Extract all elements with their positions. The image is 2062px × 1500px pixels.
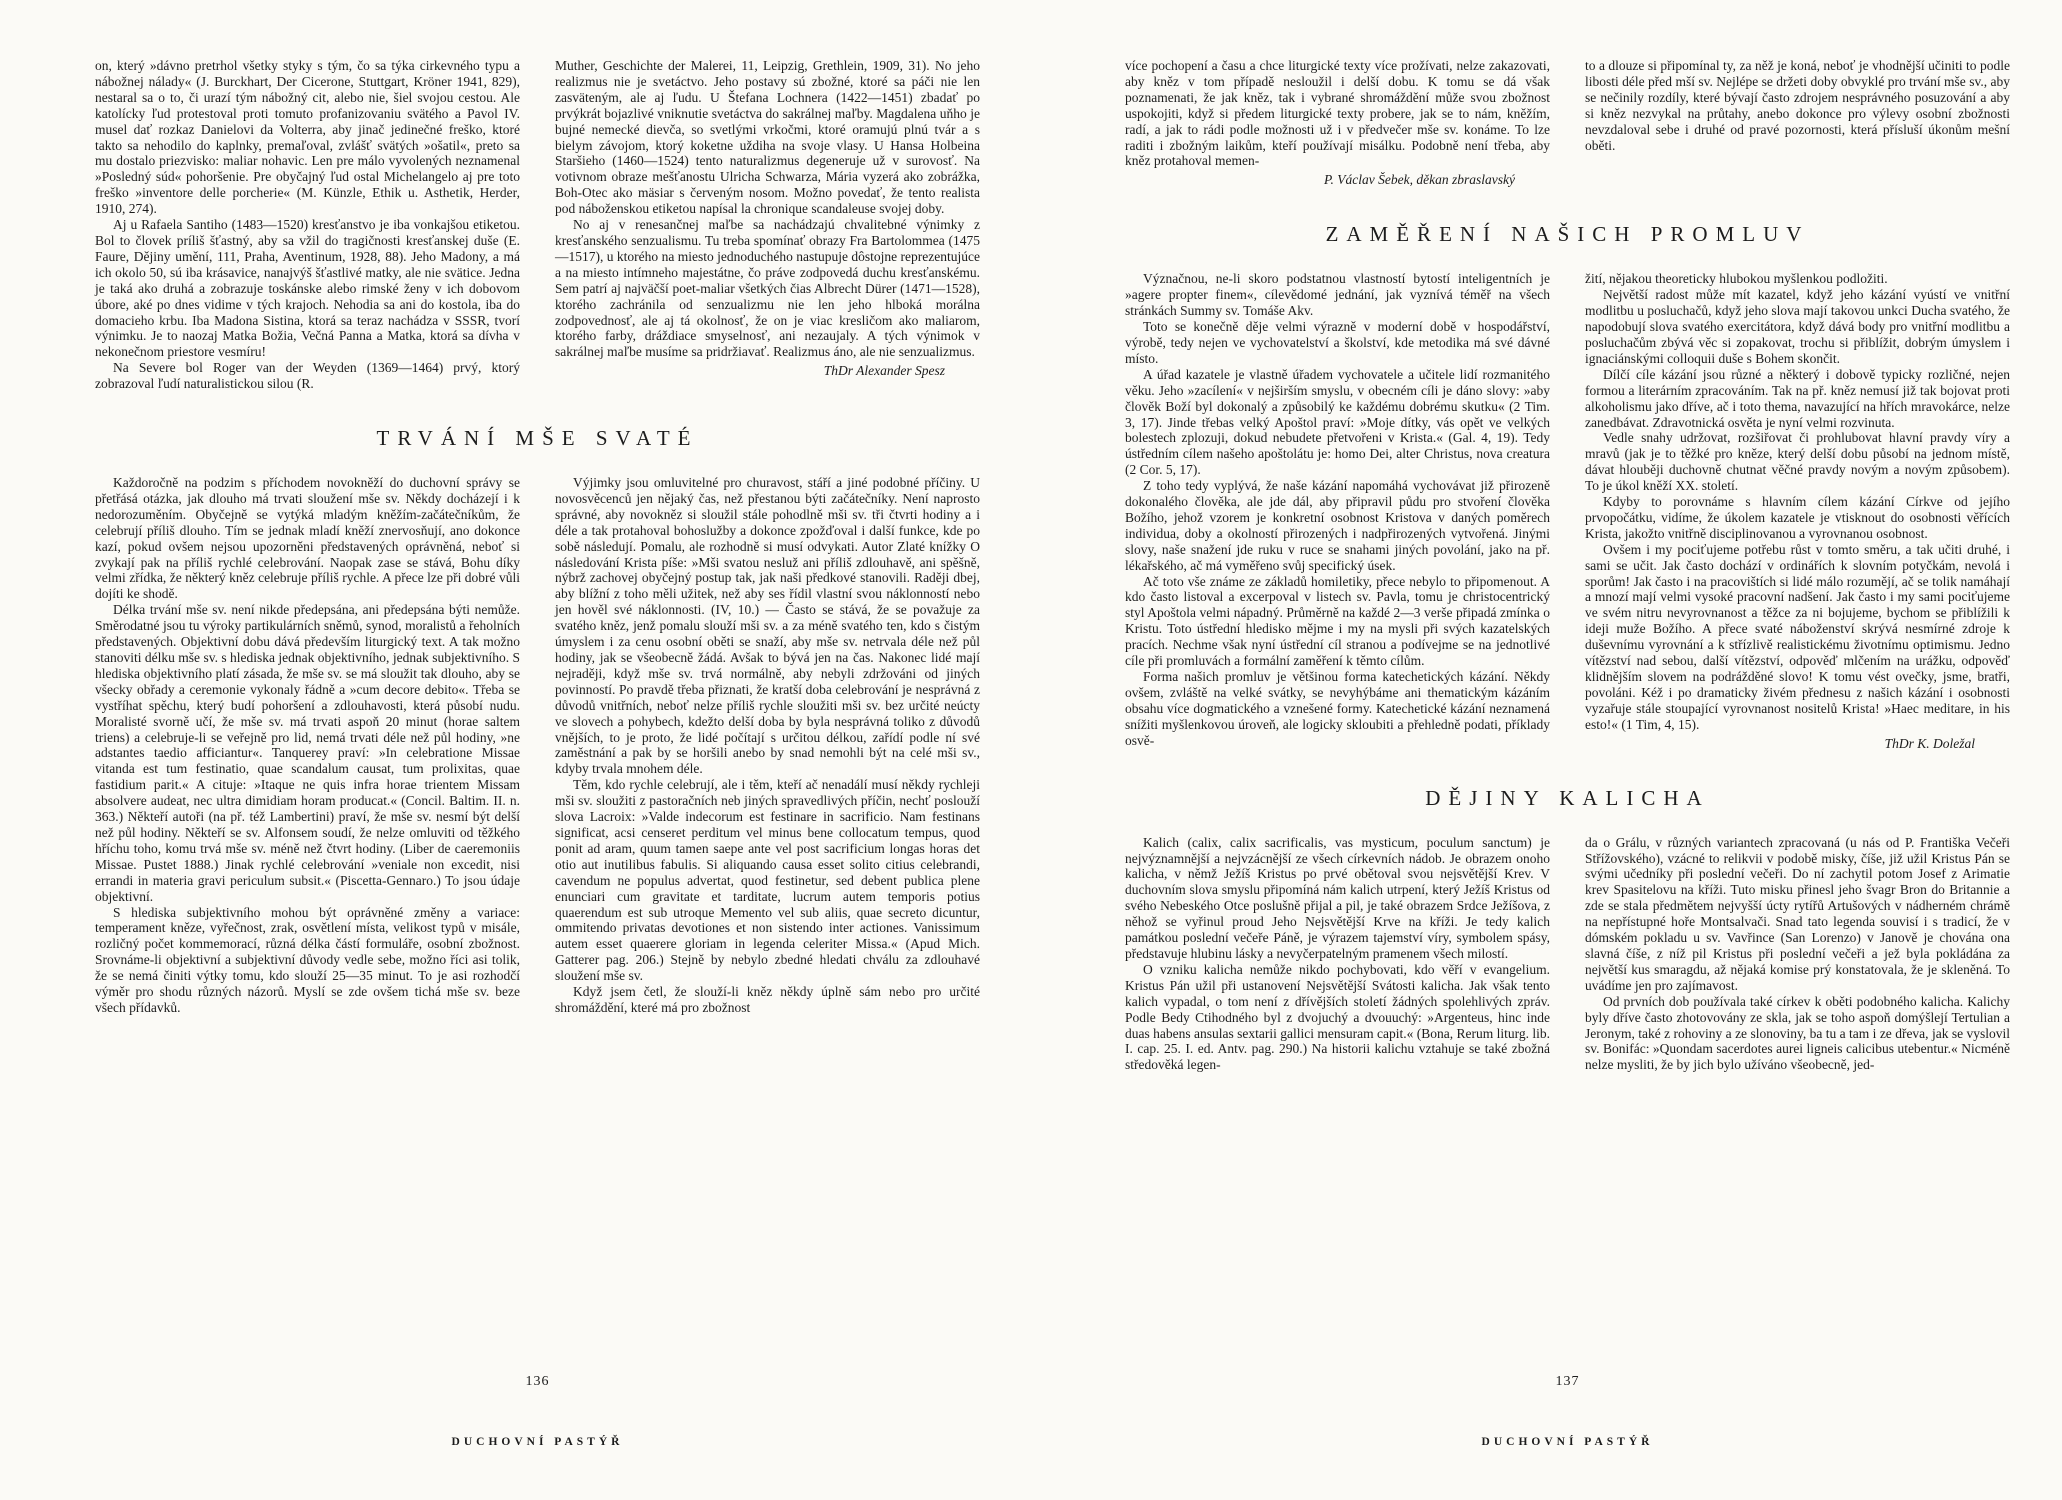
author-byline-dolezal: ThDr K. Doležal — [1884, 735, 1975, 751]
section-zamereni-promluv — [1125, 271, 2010, 751]
section-trvani-mse-svate — [95, 475, 980, 1016]
author-byline-sebek: P. Václav Šebek, děkan zbraslavský — [1324, 172, 1515, 188]
author-byline-spesz: ThDr Alexander Spesz — [823, 363, 945, 379]
paragraph: A úřad kazatele je vlastně úřadem vychovatele a učitele lidí rozmanitého věku. Jeho »zacílení« v nejširším smyslu, v obecném cíli je dáno slovy: »aby člověk Boží byl dokonalý a způsobilý ke každému dobrému skutku« (2 Tim. 3, 17). Jinde třebas velký Apoštol praví: »Moje dítky, vás opět ve velkých bolestech zplozuji, dokud nebudete přetvořeni v Krista.« (Gal. 4, 19). Tedy ústředním cílem našeho apoštolátu je: homo Dei, alter Christus, nova creatura (2 Cor. 5, 17). — [1125, 366, 1550, 478]
column-2 — [1585, 835, 2010, 1074]
running-footer-left: DUCHOVNÍ PASTÝŘ — [451, 1436, 624, 1448]
paragraph: Těm, kdo rychle celebrují, ale i těm, kteří ač nenadálí musí někdy rychleji mši sv. sloužiti z pastoračních neb jiných spravedlivých příčin, nechť poslouží slova Lacroix: »Valde indecorum est festinare in sacrificio. Nam festinans significat, acsi censeret perditum vel minus bene collocatum tempus, quod ponit ad aram, quum tamen saepe ante vel post sacrificium longas horas det otio aut inutilibus fabulis. Si aliquando causa esset solito citius celebrandi, cavendum ne populus advertat, quod festinetur, sed debent publica plene enunciari cum gravitate et tarditate, lucrum autem temporis potius quaerendum est sub utroque Memento vel sub aliis, quae secreto dicuntur, ommitendo privatas devotiones et non sistendo inter actiones. Vanissimum autem esset quaerere gloriam in legenda celeriter Missa.« (Apud Mich. Gatterer pag. 206.) Stejně by nebylo zbedné hledati chválu za zdlouhavé sloužení mše sv. — [555, 777, 980, 984]
paragraph: S hlediska subjektivního mohou být oprávněné změny a variace: temperament kněze, vyřečnost, zrak, osvětlení místa, velikost typů v misále, rozličný počet kommemorací, různá délka částí formuláře, osobní zbožnost. Srovnáme-li objektivní a subjektivní důvody vedle sebe, možno říci asi tolik, že se nemá činiti výtky tomu, kdo slouží 25—35 minut. To je asi rozhodčí výměr pro shodu různých názorů. Myslí se zde ovšem tichá mše sv. beze všech přídavků. — [95, 904, 520, 1015]
section-continuation-art — [95, 58, 980, 392]
paragraph: více pochopení a času a chce liturgické texty více prožívati, nelze zakazovati, aby kněz v tom případě nesloužil i delší dobu. K tomu se dá však poznamenati, že jak kněz, tak i vybrané shromáždění může svou zbožnost uspokojiti, když si předem liturgické texty probere, jak se to nám, kněžím, radí, a jak to rádi podle možnosti už i v předvečer mše sv. konáme. To lze raditi i zbožným laikům, kteří používají misálku. Podobně není třeba, aby kněz protahoval memen- — [1125, 58, 1550, 169]
page-number-left: 136 — [525, 1374, 550, 1389]
paragraph: Z toho tedy vyplývá, že naše kázání napomáhá vychovávat již přirozeně dokonalého člověka, ale jde dál, aby připravil půdu pro stvoření člověka Božího, jehož vzorem je konkretní osobnost Kristova v daných poměrech individua, doby a okolností přirozených i nadpřirozených vytvořená. Jinými slovy, naše snažení jde ruku v ruce se snahami jiných povolání, jako na př. lékařského, ač má vyměřeno svůj specifický úsek. — [1125, 478, 1550, 573]
paragraph: Výjimky jsou omluvitelné pro churavost, stáří a jiné podobné příčiny. U novosvěcenců jen nějaký čas, než přestanou býti začátečníky. Není naprosto správné, aby novokněz si sloužil stále pohodlně mši sv. tři čtvrti hodiny a i déle a tak protahoval bohoslužby a dokonce zpožďoval i další funkce, kde po sobě následují. Pomalu, ale rozhodně si musí odvykati. Autor Zlaté knížky O následování Krista píše: »Mši svatou nesluž ani příliš zdlouhavě, ani spěšně, nýbrž zachovej obyčejný postup tak, jak naši předkové stanovili. Raději dbej, aby blížní z toho měli užitek, než aby ses řídil vlastní svou náklonností nebo jen hověl své náklonnosti. (IV, 10.) — Často se stává, že se považuje za svatého kněz, jenž pomalu slouží mši sv. a za méně svatého ten, kdo s čistým úmyslem i za cenu osobní oběti se snaží, aby mše sv. netrvala déle než půl hodiny, jak se všeobecně žádá. Avšak to bývá jen na čas. Nakonec lidé mají nejraději, když mše sv. trvá normálně, aby nebyli zdržováni od jiných povinností. Po pravdě třeba přiznati, že kratší doba celebrování je nesprávná z důvodů vnitřních, neboť nelze příliš rychle sloužiti mši sv. bez určité neúcty ve slovech a pohybech, kdežto delší doba by byla nesprávná toliko z důvodů vnějších, to je proto, že lidé počítají s určitou délkou, zařídí podle ní své zaměstnání a pak by se horšili anebo by snad nemohli být na celé mši sv., kdyby trvala mnohem déle. — [555, 475, 980, 777]
column-1-text — [1125, 58, 1550, 169]
paragraph: Na Severe bol Roger van der Weyden (1369—1464) prvý, ktorý zobrazoval ľudí naturalistickou silou (R. — [95, 360, 520, 392]
column-2-text — [1585, 271, 2010, 732]
paragraph: Muther, Geschichte der Malerei, 11, Leipzig, Grethlein, 1909, 31). No jeho realizmus nie je svetáctvo. Jeho postavy sú zbožné, ktoré sa páči nie len zasväteným, ale aj ľudu. U Štefana Lochnera (1422—1451) zbadať po prvýkrát bojazlivé vniknutie svetáctva do sakrálnej maľby. Magdalena uňho je bujné nemecké dievča, so svetlými vrkočmi, ktoré oramujú plnú tvár a s bielym závojom, ktorý koketne uždiha na svoje vlasy. U Hansa Holbeina Staršieho (1460—1524) tento naturalizmus degeneruje už v surovosť. Na votivnom obraze mešťanostu Ulricha Schwarza, Mária vyzerá ako zobrážka, Boh-Otec ako mäsiar s červeným nosom. Možno povedať, že tento realista pod náboženskou etiketou napísal la chronique scandaleuse svojej doby. — [555, 58, 980, 217]
article-heading-zamereni-promluv: ZAMĚŘENÍ NAŠICH PROMLUV — [1325, 222, 1810, 247]
paragraph: Kalich (calix, calix sacrificalis, vas mysticum, poculum sanctum) je nejvýznamnější a nejvzácnější ze všech církevních nádob. Je obrazem onoho kalicha, v němž Ježíš Kristus po prvé obětoval svou nejsvětější Krev. V duchovním slova smyslu připomíná nám kalich utrpení, který Ježíš Kristus od svého Nebeského Otce poslušně přijal a pil, je také obrazem Srdce Ježíšova, z něhož se vyřinul proud Jeho Nejsvětější Krve na kříži. Je tedy kalich památkou poslední večeře Páně, je výrazem tajemství víry, symbolem spásy, představuje hlubinu lásky a nevyčerpatelným pramenem všech milostí. — [1125, 834, 1550, 961]
paragraph: No aj v renesančnej maľbe sa nachádzajú chvalitebné výnimky z kresťanského senzualismu. Tu treba spomínať obrazy Fra Bartolommea (1475—1517), u ktorého na miesto jednoduchého nastupuje dôstojne reprezentujúce a na miesto intímneho majestátne, čo práve zodpovedá duchu kresťanskému. Sem patrí aj najväčší poet-maliar všetkých čias Albrecht Dürer (1471—1528), ktorého zachránila od senzualizmu nie len jeho hlboká morálna zodpovednosť, ale aj tá okolnosť, že on je viac kresličom ako maliarom, ktorého farby, dráždiace smyselnosť, ani nezaujaly. A tých výnimok v sakrálnej maľbe musíme sa pridržiavať. Realizmus áno, ale nie senzualizmus. — [555, 217, 980, 360]
page-137 — [1031, 0, 2062, 1500]
article-heading-trvani-mse-svate: TRVÁNÍ MŠE SVATÉ — [376, 426, 699, 451]
column-2-text — [555, 58, 980, 360]
paragraph: Forma našich promluv je většinou forma katechetických kázání. Někdy ovšem, zvláště na velké svátky, se nevyhýbáme ani thematickým kázáním obsahu více dogmatického a vznešené formy. Katechetické kázání neznamená snížiti myšlenkovou úroveň, ale logicky skloubiti a přehledně podati, příklady osvě- — [1125, 669, 1550, 748]
paragraph: Dílčí cíle kázání jsou různé a některý i dobově typicky rozličné, nejen formou a literárním zpracováním. Tak na př. kněz nemusí již tak bojovat proti alkoholismu jako dříve, ač i toto thema, navazující na hřích mravokárce, nelze zanedbávat. Zdravotnická osvěta je nyní velmi rozvinuta. — [1585, 366, 2010, 430]
section-dejiny-kalicha — [1125, 835, 2010, 1074]
paragraph: Ovšem i my pociťujeme potřebu růst v tomto směru, a tak učiti druhé, i sami se učit. Jak často dochází v ordinářích k slovním potyčkám, nevolá i sporům! Jak často i na pracovištích si lidé málo rozumějí, ač se tolik namáhají a mnozí mají velmi vysoké pracovní nadšení. Jak často i my sami pociťujeme ve svém nitru nevyrovnanost a těžce za ni bojujeme, bychom se přiblížili k ideji muže Božího. A přece svaté náboženství skrývá nesmírné zdroje k duševnímu vyrovnání a k střízlivě realistickému životnímu optimismu. Jedno vítězství nad sebou, další vítězství, odpověď mlčením na urážku, odpověď klidnějším slovem na podrážděné slovo! K tomu vést ovečky, jsme, bratři, povoláni. Kéž i po dramaticky živém přednesu z našich kázání i osobnosti vyzařuje stále stoupající vyrovnanost nositelů Krista! »Haec meditare, in his esto!« (1 Tim, 4, 15). — [1585, 541, 2010, 732]
page-number-right: 137 — [1555, 1374, 1580, 1389]
paragraph: da o Grálu, v různých variantech zpracovaná (u nás od P. Františka Večeři Střížovského), vzácné to relikvii v podobě misky, číše, již užil Kristus Pán se svými učedníky při poslední večeři. Do ní zachytil potom Josef z Arimatie krev Spasitelovu na kříži. Tuto misku přinesl jeho švagr Bron do Britannie a zde se stala předmětem nejvyšší úcty rytířů Artušových v nádherném chrámě na nepřístupné hoře Montsalvači. Snad tato legenda souvisí i s tradicí, že v dómském pokladu u sv. Vavřince (San Lorenzo) v Janově je chována ona slavná číše, z níž pil Kristus při poslední večeři a jež byla pokládána za největší kus smaragdu, až nějaká komise prý konstatovala, že je skleněná. To uvádíme jen pro zajímavost. — [1585, 834, 2010, 993]
paragraph: O vzniku kalicha nemůže nikdo pochybovati, kdo věří v evangelium. Kristus Pán užil při ustanovení Nejsvětější Svátosti kalicha. Jak však tento kalich vypadal, o tom není z dřívějších století žádných spolehlivých zpráv. Podle Bedy Ctihodného byl z dvojuchý a dvouuchý: »Argenteus, hinc inde duas habens ansulas sextarii gallici mensuram capit.« (Bona, Rerum liturg. lib. I. cap. 25. I. ed. Antv. pag. 290.) Na historii kalichu vztahuje se také zbožná středověká legen- — [1125, 961, 1550, 1073]
paragraph: Největší radost může mít kazatel, když jeho kázání vyústí ve vnitřní modlitbu u posluchačů, když jeho slova mají takovou unkci Ducha svatého, že napodobují slova svatého exercitátora, když dává body pro vnitřní modlitbu a posluchačům zbývá věc si zopakovat, trochu si přiblížit, dobrým úmyslem i ignaciánskými colloquii duše s Bohem skončit. — [1585, 287, 2010, 366]
paragraph: Když jsem četl, že slouží-li kněz někdy úplně sám nebo pro určité shromáždění, které má pro zbožnost — [555, 984, 980, 1015]
paragraph: Aj u Rafaela Santiho (1483—1520) kresťanstvo je iba vonkajšou etiketou. Bol to človek príliš šťastný, aby sa vžil do tragičnosti kresťanskej duše (E. Faure, Dějiny umění, 111, Praha, Aventinum, 1928, 88). Jeho Madony, a má ich okolo 50, sú iba krásavice, nanajvýš šťastlivé matky, ale nie svätice. Jedna je taká ako druhá a zobrazuje toskánske alebo rimské ženy v ich dobovom úbore, aké po dnes vidime v tých krajoch. Nehodia sa ani do kostola, iba do domacieho krbu. Iba Madona Sistina, ktorá sa teraz nachádza v SSSR, tvorí výnimku. Je to naozaj Matka Božia, Večná Panna a Matka, ktorá sa dívha v nekonečnom priestore vesmíru! — [95, 217, 520, 360]
paragraph: Od prvních dob používala také církev k oběti podobného kalicha. Kalichy byly dříve často zhotovovány ze skla, jak se toho aspoň domýšlejí Tertulian a Jeronym, také z rohoviny a ze slonoviny, ba tu a tam i ze dřeva, jak se vyslovil sv. Bonifác: »Quondam sacerdotes aurei ligneis calicibus utebentur.« Nicméně nelze mysliti, že by jich bylo užíváno všeobecně, jed- — [1585, 993, 2010, 1073]
paragraph: Toto se konečně děje velmi výrazně v moderní době v hospodářství, výrobě, tedy nejen ve vychovatelství a školství, kde metodika má své dávné místo. — [1125, 319, 1550, 366]
paragraph: Každoročně na podzim s příchodem novokněží do duchovní správy se přetřásá otázka, jak dlouho má trvati sloužení mše sv. Někdy docházejí i k nedorozuměním. Obyčejně se vytýká mladým kněžím-začátečníkům, že celebrují příliš dlouho. Tím se jednak mladí kněží znervosňují, ano dokonce kazí, pokud ovšem nejsou upozorněni představených oprávněná, neboť si zvykají pak na příliš rychlé celebrování. Naopak zase se stává, Bohu díky velmi zřídka, že některý kněz celebruje příliš rychle. A přece lze při dobré vůli dojíti ke shodě. — [95, 475, 520, 602]
column-2 — [555, 58, 980, 392]
paragraph: žití, nějakou theoreticky hlubokou myšlenkou podložiti. — [1585, 271, 1888, 287]
column-2 — [555, 475, 980, 1016]
paragraph: to a dlouze si připomínal ty, za něž je koná, neboť je vhodnější učiniti to podle libosti déle před mší sv. Nejlépe se držeti doby obvyklé pro trvání mše sv., aby se nečinily rozdíly, které bývají často zdrojem nesprávného posuzování a aby si kněz nezvykal na průtahy, anebo dokonce pro výlevy osobní zbožnosti nevzdaloval sebe i druhé od pravé pozornosti, která přísluší úkonům mešní oběti. — [1585, 58, 2010, 153]
paragraph: Význačnou, ne-li skoro podstatnou vlastností bytostí inteligentních je »agere propter finem«, cílevědomé jednání, jak vyznívá téměř na všech stránkách Summy sv. Tomáše Akv. — [1125, 271, 1550, 319]
paragraph: Kdyby to porovnáme s hlavním cílem kázání Církve od jejího prvopočátku, vidíme, že úkolem kazatele je vtisknout do osobnosti věřících Krista, jakožto vnitřně disciplinovanou a vyrovnanou osobnost. — [1585, 494, 2010, 541]
column-1 — [1125, 835, 1550, 1074]
column-2 — [1585, 58, 2010, 188]
section-continuation-trvani — [1125, 58, 2010, 188]
column-2 — [1585, 271, 2010, 751]
paragraph: Ač toto vše známe ze základů homiletiky, přece nebylo to připomenout. A kdo často listoval a excerpoval v listech sv. Pavla, tomu je christocentrický styl Apoštola velmi nápadný. Průměrně na každé 2—3 verše připadá zmínka o Kristu. Toto ústřední hledisko mějme i my na mysli při svých kazatelských pracích. Nechme však nyní ústřední cíl stranou a podívejme se na jednotlivé cíle při promluvách a formální zaměření k těmto cílům. — [1125, 573, 1550, 669]
column-1 — [95, 58, 520, 392]
paragraph: Vedle snahy udržovat, rozšiřovat či prohlubovat hlavní pravdy víry a mravů (jak je to těžké pro kněze, který delší dobu působí na jednom místě, dávat hlouběji duchovně chutnat věčné pravdy novým a novým způsobem). To je úkol kněží XX. století. — [1585, 430, 2010, 494]
paragraph: Délka trvání mše sv. není nikde předepsána, ani předepsána býti nemůže. Směrodatné jsou tu výroky partikulárních sněmů, synod, moralistů a řeholních představených. Objektivní dobu dává především liturgický text. A tak možno stanoviti délku mše sv. s hlediska jednak objektivního, jednak subjektivního. S hlediska objektivního platí zásada, že mše sv. se má sloužit tak dlouho, aby se všecky obřady a ceremonie vykonaly řádně a »cum decore debito«. Třeba se vystříhat spěchu, který budí pohoršení a zdlouhavosti, která působí nudu. Moralisté svorně učí, že mše sv. má trvati aspoň 20 minut (horae saltem triens) a celebruje-li se veřejně pro lid, nemá trvati déle než půl hodiny, »ne adstantes taedio afficiantur«. Tanquerey praví: »In celebratione Missae vitanda est tum festinatio, quae scandalum causat, tum prolixitas, quae fastidium parit.« A cituje: »Itaque ne quis infra horae trientem Missam absolvere audeat, nec ultra dimidiam horam producat.« (Concil. Baltim. II. n. 363.) Někteří autoři (na př. též Lambertini) praví, že mše sv. nesmí být delší než půl hodiny. Někteří se sv. Alfonsem soudí, že nelze omluviti od těžkého hříchu toho, komu trvá mše sv. méně než čtvrt hodiny. (Liber de caeremoniis Missae. Pustet 1888.) Jinak rychlé celebrování »veniale non excedit, nisi errandi in materia gravi periculum subsit.« (Piscetta-Gennaro.) To jsou údaje objektivní. — [95, 602, 520, 904]
running-footer-right: DUCHOVNÍ PASTÝŘ — [1481, 1436, 1654, 1448]
column-1 — [1125, 271, 1550, 751]
paragraph: on, který »dávno pretrhol všetky styky s tým, čo sa týka cirkevného typu a nábožnej nálady« (J. Burckhart, Der Cicerone, Stuttgart, Kröner 1941, 829), nestaral sa o to, či urazí tým nábožný cit, alebo nie, šiel svojou cestou. Ale katolícky ľud protestoval proti tomuto profanizovaniu svätého a Pavol IV. musel dať rozkaz Danielovi da Volterra, aby jinač jedinečné freško, ktoré takto sa nehodilo do kaplnky, premaľoval, zvlášť svätých »ošatil«, preto sa mu dostalo priezvisko: maliar nohavic. Len pre málo vyvolených neznamenal »Posledný súd« pohoršenie. Pre obyčajný ľud ostal Michelangelo aj pre toto freško »inventore delle porcherie« (M. Künzle, Ethik u. Asthetik, Herder, 1910, 274). — [95, 58, 520, 217]
column-1 — [95, 475, 520, 1016]
column-1 — [1125, 58, 1550, 188]
article-heading-dejiny-kalicha: DĚJINY KALICHA — [1425, 785, 1710, 810]
